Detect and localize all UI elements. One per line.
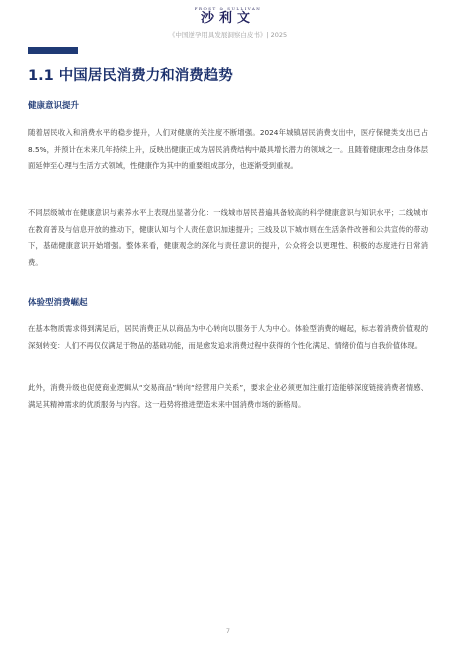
paragraph-experience-1: 在基本物质需求得到满足后，居民消费正从以商品为中心转向以服务于人为中心。体验型消费的崛起，标志着消费价值观的深刻转变：人们不再仅仅满足于物品的基础功能，而是愈发追求消费过程中获得的个性化满足、情绪价值与自我价值体现。 [28,324,428,350]
paragraph-health-1: 随着居民收入和消费水平的稳步提升，人们对健康的关注度不断增强。2024年城镇居民消费支出中，医疗保健类支出已占8.5%，并预计在未来几年持续上升，反映出健康正成为居民消费结构中最具增长潜力的领域之一。且随着健康理念由身体层面延伸至心理与生活方式领域，性健康作为其中的重要组成部分，也逐渐受到重视。 [28,128,428,170]
paragraph-health-2: 不同层级城市在健康意识与素养水平上表现出显著分化：一线城市居民普遍具备较高的科学健康意识与知识水平；二线城市在教育普及与信息开放的推动下，健康认知与个人责任意识加速提升；三线及以下城市则在生活条件改善和公共宣传的带动下，基础健康意识开始增强。整体来看，健康观念的深化与责任意识的提升，公众将会以更理性、积极的态度进行日常消费。 [28,208,428,267]
section-heading: 1.1 中国居民消费力和消费趋势 [28,68,233,84]
page-number: 7 [225,627,231,635]
accent-bar [28,47,78,54]
brand-chinese-name: 沙利文 [200,11,255,26]
subsection-heading-experience: 体验型消费崛起 [28,298,88,308]
brand-logo [0,6,456,26]
brand-english-name: FROST & SULLIVAN [194,6,262,11]
report-title: 《中国逆孕用具发展洞察白皮书》| 2025 [168,31,288,39]
paragraph-experience-2: 此外，消费升级也促使商业逻辑从“交易商品”转向“经营用户关系”，要求企业必须更加注重打造能够深度链接消费者情感、满足其精神需求的优质服务与内容。这一趋势将推进塑造未来中国消费市场的新格局。 [28,383,428,409]
subsection-heading-health: 健康意识提升 [28,101,80,111]
